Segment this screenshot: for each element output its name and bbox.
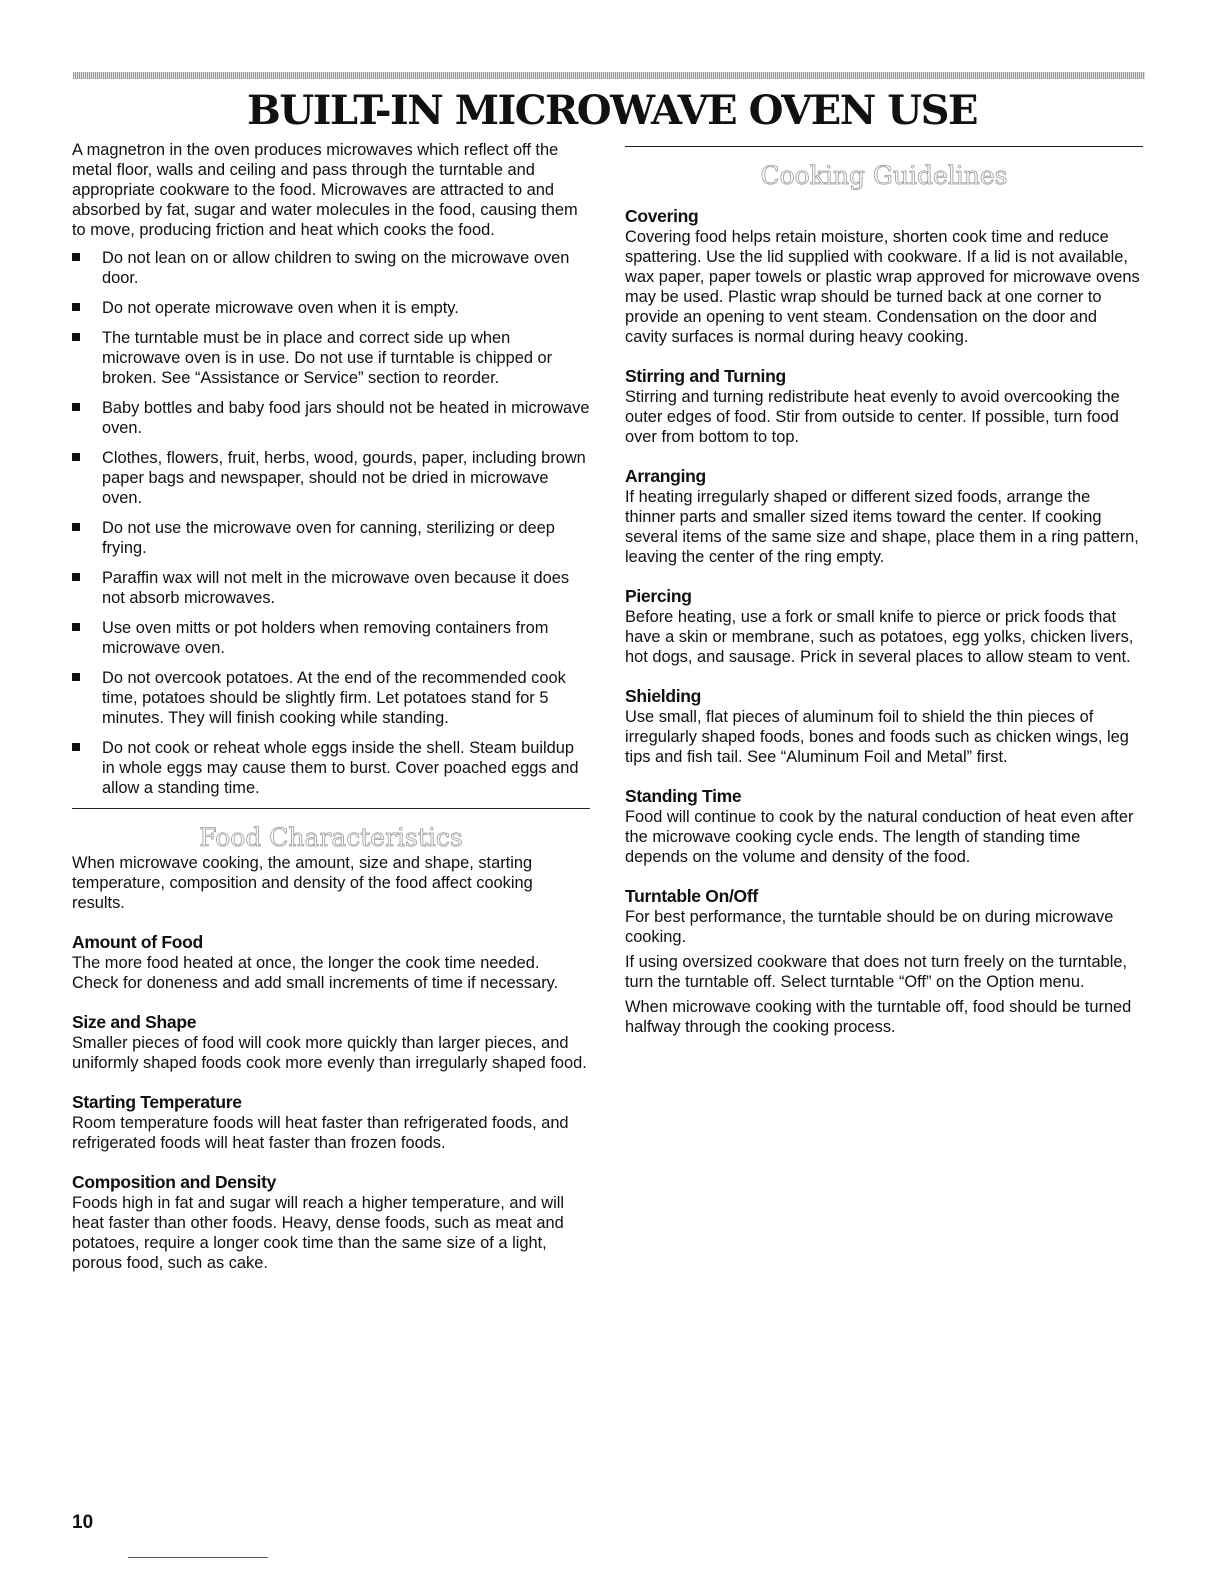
food-characteristics-title: Food Characteristics <box>199 823 463 852</box>
list-item: Do not use the microwave oven for canning, sterilizing or deep frying. <box>72 518 590 558</box>
stirring-and-turning-section <box>625 365 1143 447</box>
bullet-icon <box>72 333 80 341</box>
bullet-icon <box>72 453 80 461</box>
section-heading: Shielding <box>625 686 702 706</box>
list-item: Use oven mitts or pot holders when removing containers from microwave oven. <box>72 618 590 658</box>
page-number: 10 <box>72 1512 94 1533</box>
section-body: Food will continue to cook by the natural conduction of heat even after the microwave cooking cycle ends. The length of standing time depends on the volume and density of the food. <box>625 808 1134 866</box>
section-heading: Starting Temperature <box>72 1092 242 1112</box>
section-body: The more food heated at once, the longer the cook time needed. Check for doneness and add small increments of time if necessary. <box>72 954 559 992</box>
list-item: Clothes, flowers, fruit, herbs, wood, gourds, paper, including brown paper bags and newspaper, should not be dried in microwave oven. <box>72 448 590 508</box>
bullet-icon <box>72 303 80 311</box>
left-column <box>72 140 590 1291</box>
turntable-section <box>625 885 1143 1037</box>
bullet-icon <box>72 673 80 681</box>
list-item: Do not operate microwave oven when it is empty. <box>72 298 590 318</box>
section-body: If heating irregularly shaped or different sized foods, arrange the thinner parts and smaller sized items toward the center. If cooking several items of the same size and shape, place them in a ring pattern, leaving the center of the ring empty. <box>625 488 1139 566</box>
bullet-icon <box>72 403 80 411</box>
list-item: Do not lean on or allow children to swing on the microwave oven door. <box>72 248 590 288</box>
covering-section <box>625 205 1143 347</box>
list-item: Do not overcook potatoes. At the end of the recommended cook time, potatoes should be slightly firm. Let potatoes stand for 5 minutes. They will finish cooking while standing. <box>72 668 590 728</box>
section-body: When microwave cooking with the turntable off, food should be turned halfway through the cooking process. <box>625 998 1132 1036</box>
section-body: For best performance, the turntable should be on during microwave cooking. <box>625 908 1114 946</box>
bullet-icon <box>72 253 80 261</box>
bullet-icon <box>72 743 80 751</box>
header-rule <box>73 72 1145 79</box>
right-column <box>625 146 1143 1055</box>
section-heading: Covering <box>625 206 699 226</box>
bullet-icon <box>72 523 80 531</box>
section-body: Smaller pieces of food will cook more quickly than larger pieces, and uniformly shaped foods cook more evenly than irregularly shaped food. <box>72 1034 587 1072</box>
section-heading: Piercing <box>625 586 692 606</box>
section-heading: Standing Time <box>625 786 742 806</box>
page-title: BUILT-IN MICROWAVE OVEN USE <box>247 87 977 134</box>
piercing-section <box>625 585 1143 667</box>
section-heading: Composition and Density <box>72 1172 277 1192</box>
bullet-icon <box>72 573 80 581</box>
amount-of-food-section <box>72 931 590 993</box>
starting-temperature-section <box>72 1091 590 1153</box>
section-body: Before heating, use a fork or small knife to pierce or prick foods that have a skin or membrane, such as potatoes, egg yolks, chicken livers, hot dogs, and sausage. Prick in several places to allow steam to vent. <box>625 608 1134 666</box>
list-item: Do not cook or reheat whole eggs inside the shell. Steam buildup in whole eggs may cause them to burst. Cover poached eggs and allow a standing time. <box>72 738 590 798</box>
shielding-section <box>625 685 1143 767</box>
section-heading: Amount of Food <box>72 932 203 952</box>
arranging-section <box>625 465 1143 567</box>
list-item: The turntable must be in place and correct side up when microwave oven is in use. Do not use if turntable is chipped or broken. See “Assistance or Service” section to reorder. <box>72 328 590 388</box>
standing-time-section <box>625 785 1143 867</box>
cooking-guidelines-title: Cooking Guidelines <box>760 161 1008 190</box>
size-and-shape-section <box>72 1011 590 1073</box>
section-heading: Arranging <box>625 466 706 486</box>
section-body: Covering food helps retain moisture, shorten cook time and reduce spattering. Use the lid supplied with cookware. If a lid is not available, wax paper, paper towels or plastic wrap approved for microwave ovens may be used. Plastic wrap should be turned back at one corner to provide an opening to vent steam. Condensation on the door and cavity surfaces is normal during heavy cooking. <box>625 228 1140 346</box>
safety-list <box>72 248 590 798</box>
section-divider <box>625 146 1143 147</box>
intro-paragraph: A magnetron in the oven produces microwaves which reflect off the metal floor, walls and ceiling and pass through the turntable and appropriate cookware to the food. Microwaves are attracted to and absorbed by fat, sugar and water molecules in the food, causing them to move, producing friction and heat which cooks the food. <box>72 141 578 239</box>
section-divider <box>72 808 590 809</box>
composition-and-density-section <box>72 1171 590 1273</box>
section-body: Foods high in fat and sugar will reach a higher temperature, and will heat faster than other foods. Heavy, dense foods, such as meat and potatoes, require a longer cook time than the same size of a light, porous food, such as cake. <box>72 1194 564 1272</box>
section-body: Stirring and turning redistribute heat evenly to avoid overcooking the outer edges of food. Stir from outside to center. If possible, turn food over from bottom to top. <box>625 388 1120 446</box>
list-item: Paraffin wax will not melt in the microwave oven because it does not absorb microwaves. <box>72 568 590 608</box>
section-body: Use small, flat pieces of aluminum foil to shield the thin pieces of irregularly shaped foods, bones and foods such as chicken wings, leg tips and fish tail. See “Aluminum Foil and Metal” first. <box>625 708 1129 766</box>
footer-link-rule <box>128 1557 268 1558</box>
section-heading: Size and Shape <box>72 1012 197 1032</box>
food-characteristics-intro: When microwave cooking, the amount, size and shape, starting temperature, composition and density of the food affect cooking results. <box>72 854 533 912</box>
section-body: Room temperature foods will heat faster than refrigerated foods, and refrigerated foods will heat faster than frozen foods. <box>72 1114 569 1152</box>
section-body: If using oversized cookware that does not turn freely on the turntable, turn the turntable off. Select turntable “Off” on the Option menu. <box>625 953 1128 991</box>
section-heading: Turntable On/Off <box>625 886 758 906</box>
bullet-icon <box>72 623 80 631</box>
list-item: Baby bottles and baby food jars should not be heated in microwave oven. <box>72 398 590 438</box>
section-heading: Stirring and Turning <box>625 366 786 386</box>
